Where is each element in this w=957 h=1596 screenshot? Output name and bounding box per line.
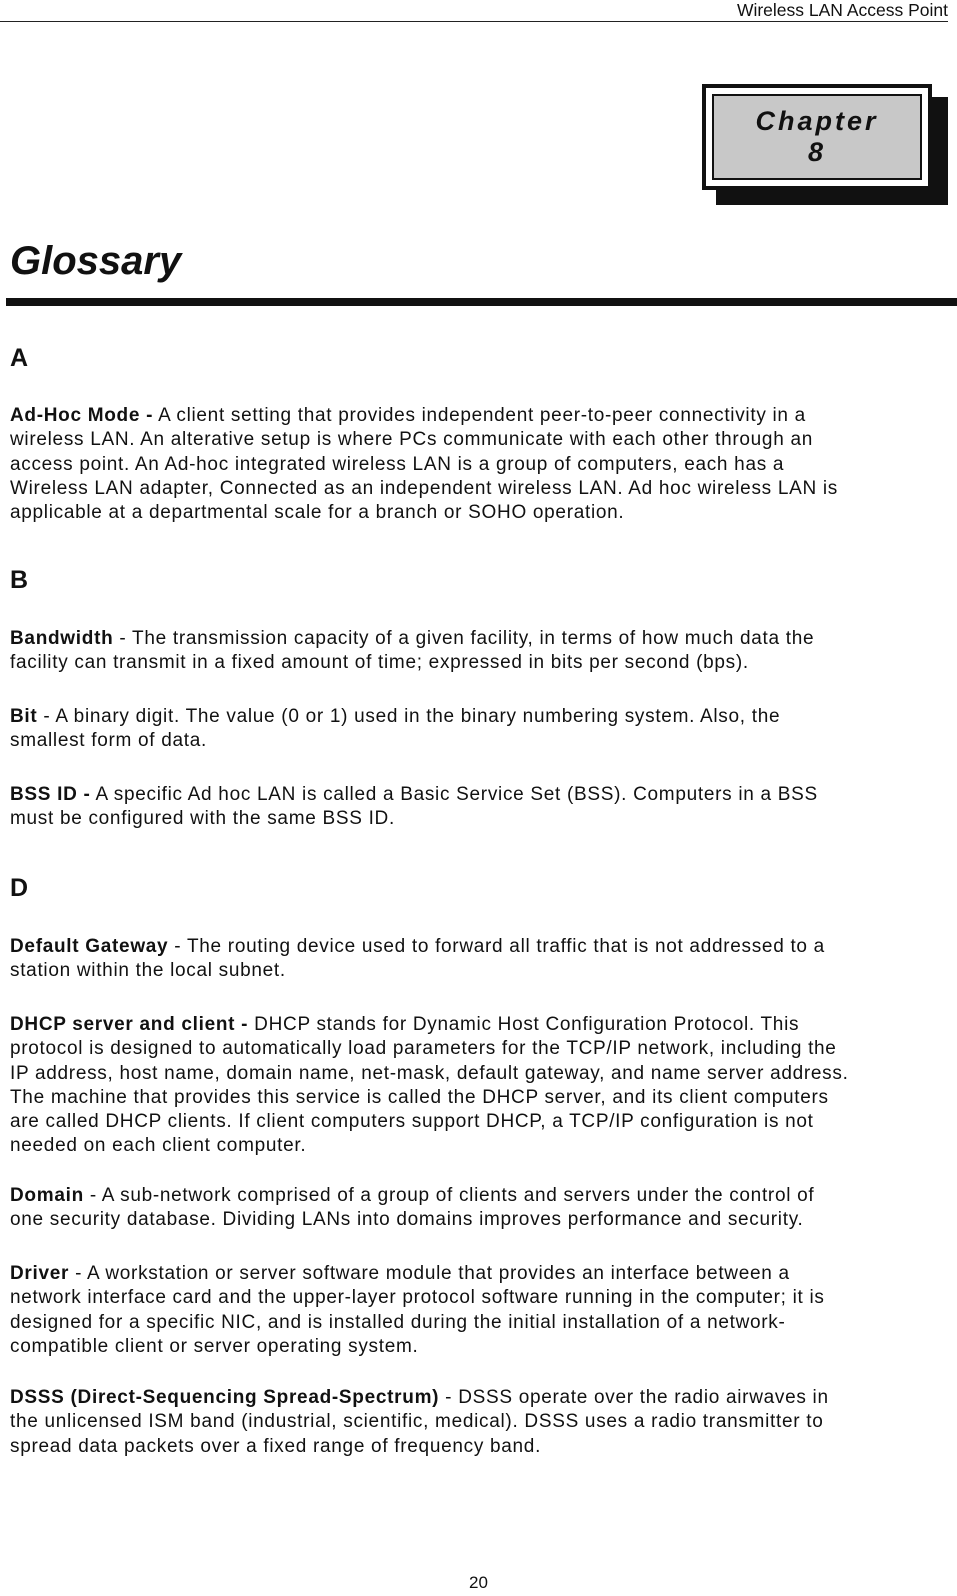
entry-text-line: - The routing device used to forward all traffic that is not addressed to a [168,936,825,957]
entry-text-line: compatible client or server operating system. [10,1335,419,1357]
glossary-entry-bss-id [10,783,955,832]
entry-text-line: - A binary digit. The value (0 or 1) used in the binary numbering system. Also, the [37,706,781,727]
entry-text-line: are called DHCP clients. If client computers support DHCP, a TCP/IP configuration is not [10,1111,814,1133]
glossary-entry-domain [10,1184,955,1233]
title-rule [6,298,957,306]
entry-text-line: DHCP stands for Dynamic Host Configuration Protocol. This [248,1014,800,1035]
entry-term: DSSS (Direct-Sequencing Spread-Spectrum) [10,1387,440,1408]
section-letter: B [10,566,29,594]
entry-term: BSS ID - [10,784,91,805]
page-title: Glossary [10,239,182,283]
entry-text-line: access point. An Ad-hoc integrated wireless LAN is a group of computers, each has a [10,453,785,475]
running-header: Wireless LAN Access Point [0,0,948,22]
chapter-box [702,84,932,190]
entry-text-line: protocol is designed to automatically load parameters for the TCP/IP network, including the [10,1038,837,1060]
glossary-entry-dhcp [10,1013,955,1159]
chapter-number: 8 [807,137,827,167]
entry-text-line: facility can transmit in a fixed amount of time; expressed in bits per second (bps). [10,652,749,674]
entry-text-line: - A sub-network comprised of a group of clients and servers under the control of [83,1185,815,1206]
section-letter: A [10,344,29,372]
entry-text-line: needed on each client computer. [10,1135,307,1157]
entry-text-line: one security database. Dividing LANs into domains improves performance and security. [10,1209,804,1231]
entry-text-line: A specific Ad hoc LAN is called a Basic Service Set (BSS). Computers in a BSS [90,784,818,805]
glossary-entry-ad-hoc-mode [10,404,955,525]
entry-text-line: - The transmission capacity of a given facility, in terms of how much data the [113,628,815,649]
entry-term: Domain [10,1185,84,1206]
entry-text-line: IP address, host name, domain name, net-mask, default gateway, and name server address. [10,1062,849,1084]
entry-text-line: wireless LAN. An alterative setup is where PCs communicate with each other through an [10,429,813,451]
entry-term: Bandwidth [10,628,114,649]
entry-term: Driver [10,1263,70,1284]
entry-text-line: network interface card and the upper-layer protocol software running in the computer; it is [10,1287,825,1309]
glossary-entry-bit [10,705,955,754]
entry-text-line: smallest form of data. [10,730,208,752]
chapter-label: Chapter [755,106,879,136]
entry-text-line: - DSSS operate over the radio airwaves in [439,1387,829,1408]
entry-text-line: applicable at a departmental scale for a branch or SOHO operation. [10,502,625,524]
entry-term: Bit [10,706,38,727]
entry-term: Default Gateway [10,936,169,957]
entry-term: Ad-Hoc Mode - [10,405,154,426]
entry-text-line: must be configured with the same BSS ID. [10,808,395,830]
entry-text-line: A client setting that provides independent peer-to-peer connectivity in a [153,405,806,426]
entry-text-line: The machine that provides this service is called the DHCP server, and its client computers [10,1086,829,1108]
entry-text-line: Wireless LAN adapter, Connected as an independent wireless LAN. Ad hoc wireless LAN is [10,477,838,499]
section-letter: D [10,874,29,902]
chapter-box-inner [712,94,922,180]
entry-text-line: the unlicensed ISM band (industrial, scientific, medical). DSSS uses a radio transmitter to [10,1411,824,1433]
glossary-entry-bandwidth [10,627,955,676]
entry-text-line: - A workstation or server software module that provides an interface between a [69,1263,790,1284]
glossary-entry-dsss [10,1386,955,1459]
entry-text-line: designed for a specific NIC, and is installed during the initial installation of a network- [10,1311,786,1333]
entry-text-line: spread data packets over a fixed range of frequency band. [10,1435,542,1457]
glossary-entry-default-gateway [10,935,955,984]
page-number: 20 [469,1573,488,1592]
entry-text-line: station within the local subnet. [10,960,286,982]
entry-term: DHCP server and client - [10,1014,249,1035]
glossary-entry-driver [10,1262,955,1359]
